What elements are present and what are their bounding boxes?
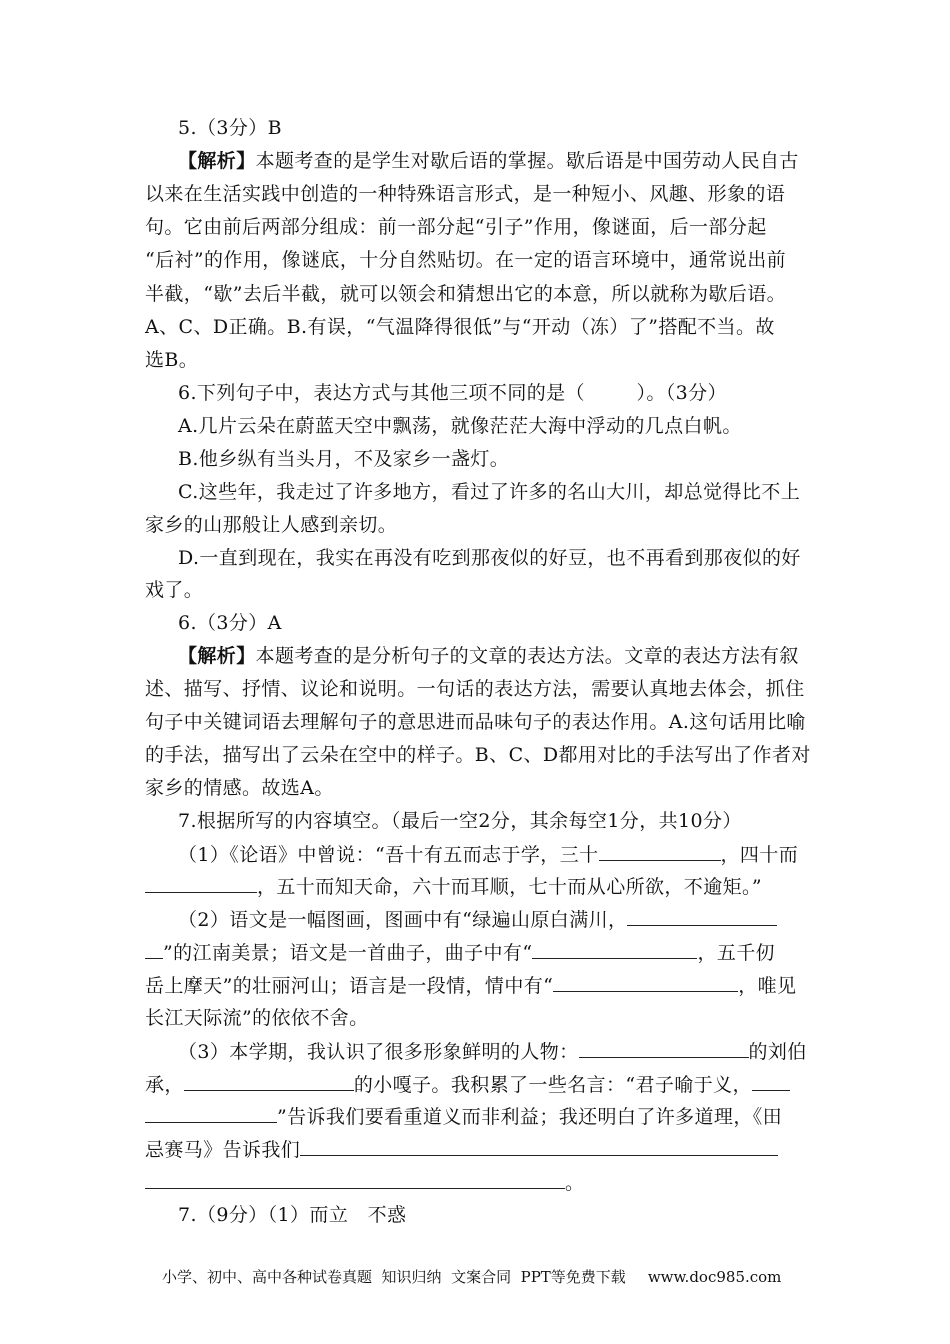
q6-option-c: C.这些年，我走过了许多地方，看过了许多的名山大川，却总觉得比不上 xyxy=(178,481,801,503)
fill-blank[interactable] xyxy=(532,940,697,959)
fill-blank[interactable] xyxy=(184,1072,354,1091)
q7-part3-line: 。 xyxy=(145,1170,584,1195)
q6-analysis-line: 的手法，描写出了云朵在空中的样子。B、C、D都用对比的手法写出了作者对 xyxy=(145,744,811,766)
q7-part2-line: 岳上摩天”的壮丽河山；语言是一段情，情中有“ ，唯见 xyxy=(145,975,797,997)
fill-blank[interactable] xyxy=(599,842,721,861)
q6-option-d-cont: 戏了。 xyxy=(145,579,204,601)
q6-analysis-line: 述、描写、抒情、议论和说明。一句话的表达方法，需要认真地去体会，抓住 xyxy=(145,678,805,700)
fill-blank[interactable] xyxy=(145,1170,565,1189)
footer-text: 小学、初中、高中各种试卷真题 知识归纳 文案合同 PPT等免费下载 xyxy=(162,1268,626,1286)
q6-stem: 6.下列句子中，表达方式与其他三项不同的是（ ）。（3分） xyxy=(178,382,727,404)
analysis-tag: 【解析】 xyxy=(178,150,256,172)
q6-option-c-cont: 家乡的山那般让人感到亲切。 xyxy=(145,514,398,536)
page-footer xyxy=(162,1267,781,1287)
q7-answer: 7.（9分）（1）而立 不惑 xyxy=(178,1204,407,1226)
q7-part3-line: 忌赛马》告诉我们 xyxy=(145,1137,778,1162)
q6-analysis-line: 【解析】本题考查的是分析句子的文章的表达方法。文章的表达方法有叙 xyxy=(178,645,799,667)
q6-option-d: D.一直到现在，我实在再没有吃到那夜似的好豆，也不再看到那夜似的好 xyxy=(178,547,801,569)
q7-part1-line: ，五十而知天命，六十而耳顺，七十而从心所欲，不逾矩。” xyxy=(145,874,762,899)
q5-answer: 5.（3分）B xyxy=(178,117,282,139)
fill-blank[interactable] xyxy=(300,1137,778,1156)
fill-blank[interactable] xyxy=(579,1039,749,1058)
q6-analysis-line: 家乡的情感。故选A。 xyxy=(145,777,334,799)
footer-url[interactable]: www.doc985.com xyxy=(647,1268,782,1286)
q5-analysis-line: “后衬”的作用，像谜底，十分自然贴切。在一定的语言环境中，通常说出前 xyxy=(145,249,787,271)
q5-analysis-line: 选B。 xyxy=(145,349,199,371)
q5-analysis-line: A、C、D正确。B.有误，“气温降得很低”与“开动（冻）了”搭配不当。故 xyxy=(145,316,775,338)
fill-blank[interactable] xyxy=(627,907,777,926)
q5-analysis-line: 【解析】本题考查的是学生对歇后语的掌握。歇后语是中国劳动人民自古 xyxy=(178,150,799,172)
q7-part2-line: ”的江南美景；语文是一首曲子，曲子中有“ ，五千仞 xyxy=(145,940,775,965)
fill-blank[interactable] xyxy=(752,1072,790,1091)
q5-analysis-line: 以来在生活实践中创造的一种特殊语言形式，是一种短小、风趣、形象的语 xyxy=(145,183,786,205)
q7-part3-line: ”告诉我们要看重道义而非利益；我还明白了许多道理，《田 xyxy=(145,1104,782,1129)
q6-option-a: A.几片云朵在蔚蓝天空中飘荡，就像茫茫大海中浮动的几点白帆。 xyxy=(178,415,742,437)
q7-part2-line: （2）语文是一幅图画，图画中有“绿遍山原白满川， xyxy=(178,907,777,932)
fill-blank[interactable] xyxy=(145,1104,277,1123)
q5-analysis-line: 半截，“歇”去后半截，就可以领会和猜想出它的本意，所以就称为歇后语。 xyxy=(145,283,787,305)
q5-analysis-line: 句。它由前后两部分组成：前一部分起“引子”作用，像谜面，后一部分起 xyxy=(145,216,767,238)
fill-blank[interactable] xyxy=(145,874,257,893)
q7-part1-line: （1）《论语》中曾说：“吾十有五而志于学，三十 ，四十而 xyxy=(178,844,799,866)
q7-stem: 7.根据所写的内容填空。（最后一空2分，其余每空1分，共10分） xyxy=(178,810,742,832)
fill-blank[interactable] xyxy=(145,940,163,959)
analysis-tag: 【解析】 xyxy=(178,645,256,667)
q6-analysis-line: 句子中关键词语去理解句子的意思进而品味句子的表达作用。A.这句话用比喻 xyxy=(145,711,806,733)
q7-part3-line: 承， 的小嘎子。我积累了一些名言：“君子喻于义， xyxy=(145,1072,790,1097)
fill-blank[interactable] xyxy=(553,973,738,992)
q6-option-b: B.他乡纵有当头月，不及家乡一盏灯。 xyxy=(178,448,510,470)
q7-part3-line: （3）本学期，我认识了很多形象鲜明的人物： 的刘伯 xyxy=(178,1041,807,1063)
q6-answer: 6.（3分）A xyxy=(178,612,282,634)
q7-part2-line: 长江天际流”的依依不舍。 xyxy=(145,1007,369,1029)
